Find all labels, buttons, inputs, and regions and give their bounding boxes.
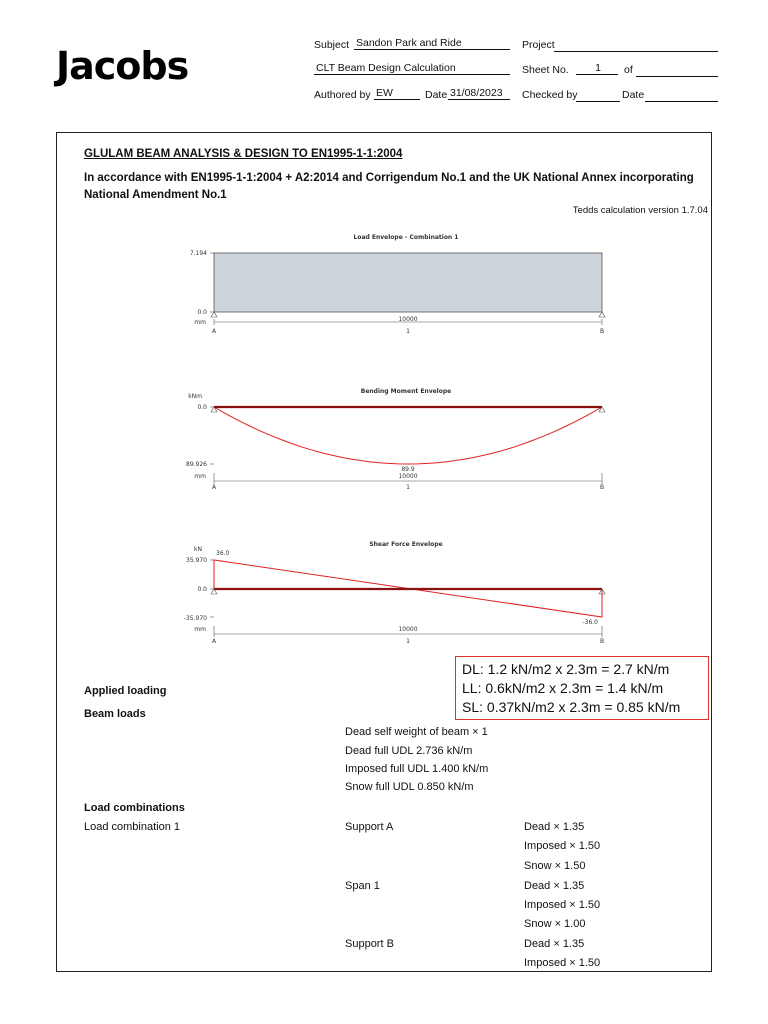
load-envelope-area <box>214 253 602 312</box>
factor-item: Snow × 1.00 <box>524 918 586 930</box>
factor-item: Dead × 1.35 <box>524 938 585 950</box>
date2-field <box>645 87 718 102</box>
load-support-b: B <box>599 328 605 335</box>
moment-support-a: A <box>211 484 217 491</box>
authored-label: Authored by <box>314 89 371 101</box>
shear-support-a: A <box>211 638 217 645</box>
jacobs-logo: Jacobs <box>56 44 189 88</box>
beam-load-item: Dead self weight of beam × 1 <box>345 726 488 738</box>
shear-span-label: 10000 <box>398 626 418 633</box>
sheet-label: Sheet No. <box>522 64 569 76</box>
load-chart-title: Load Envelope - Combination 1 <box>353 234 459 241</box>
shear-ybot-label: -35.970 <box>183 615 207 622</box>
note-sl: SL: 0.37kN/m2 x 2.3m = 0.85 kN/m <box>462 699 681 715</box>
load-support-a: A <box>211 328 217 335</box>
date-field: 31/08/2023 <box>448 87 510 100</box>
sheet-no-field: 1 <box>576 62 618 75</box>
factor-item: Imposed × 1.50 <box>524 957 601 969</box>
moment-ybot-label: 89.926 <box>186 461 207 468</box>
load-ytop-label: 7.194 <box>189 250 207 257</box>
shear-right-label: -36.0 <box>582 619 598 626</box>
note-dl: DL: 1.2 kN/m2 x 2.3m = 2.7 kN/m <box>462 661 670 677</box>
beam-load-item: Imposed full UDL 1.400 kN/m <box>345 763 489 775</box>
combination-name: Load combination 1 <box>84 821 181 833</box>
date-label: Date <box>425 89 448 101</box>
of-field <box>636 62 718 77</box>
moment-ytop-label: 0.0 <box>197 404 207 411</box>
moment-peak-label: 89.9 <box>401 466 415 473</box>
project-field <box>554 37 718 52</box>
moment-support-b: B <box>599 484 605 491</box>
authored-field: EW <box>374 87 420 100</box>
note-ll: LL: 0.6kN/m2 x 2.3m = 1.4 kN/m <box>462 680 664 696</box>
beam-load-item: Dead full UDL 2.736 kN/m <box>345 745 473 757</box>
load-combinations-heading: Load combinations <box>84 802 185 814</box>
date2-label: Date <box>622 89 645 101</box>
load-ybot-label: 0.0 <box>197 309 207 316</box>
factor-item: Imposed × 1.50 <box>524 899 601 911</box>
factor-item: Snow × 1.50 <box>524 860 586 872</box>
moment-chart-title: Bending Moment Envelope <box>360 388 452 395</box>
subject-label: Subject <box>314 39 350 51</box>
load-span-no: 1 <box>406 328 410 335</box>
doc-subtitle: In accordance with EN1995-1-1:2004 + A2:2014 and Corrigendum No.1 and the UK National Annex incorporating National Amendment No.1 <box>84 172 694 201</box>
span1-label: Span 1 <box>345 880 380 892</box>
factor-item: Dead × 1.35 <box>524 880 585 892</box>
calc-title-field: CLT Beam Design Calculation <box>314 62 510 75</box>
project-label: Project <box>522 39 555 51</box>
shear-unit-label: mm <box>194 626 206 633</box>
bending-moment-curve <box>214 407 602 464</box>
tedds-version: Tedds calculation version 1.7.04 <box>572 205 708 216</box>
support-a-label: Support A <box>345 821 394 833</box>
factor-item: Imposed × 1.50 <box>524 840 601 852</box>
shear-left-label: 36.0 <box>216 550 230 557</box>
support-b-label: Support B <box>345 938 394 950</box>
bending-moment-chart <box>160 382 630 492</box>
shear-force-chart <box>160 535 630 647</box>
moment-span-no: 1 <box>406 484 410 491</box>
shear-ytop-label: 35.970 <box>186 557 207 564</box>
shear-unit-top: kN <box>194 546 202 553</box>
moment-span-label: 10000 <box>398 473 418 480</box>
shear-support-b: B <box>599 638 605 645</box>
moment-unit-top: kNm <box>188 393 202 400</box>
factor-item: Dead × 1.35 <box>524 821 585 833</box>
beam-loads-heading: Beam loads <box>84 708 146 720</box>
of-label: of <box>624 64 633 76</box>
checked-label: Checked by <box>522 89 578 101</box>
checked-field <box>576 87 620 102</box>
applied-loading-heading: Applied loading <box>84 685 167 697</box>
doc-title: GLULAM BEAM ANALYSIS & DESIGN TO EN1995-1-1:2004 <box>84 148 403 160</box>
beam-load-item: Snow full UDL 0.850 kN/m <box>345 781 474 793</box>
shear-span-no: 1 <box>406 638 410 645</box>
load-span-label: 10000 <box>398 316 418 323</box>
load-envelope-chart <box>160 228 630 338</box>
subject-field: Sandon Park and Ride <box>354 37 510 50</box>
shear-yzero-label: 0.0 <box>197 586 207 593</box>
shear-chart-title: Shear Force Envelope <box>369 541 443 548</box>
moment-unit-label: mm <box>194 473 206 480</box>
load-unit-label: mm <box>194 319 206 326</box>
load-note-box <box>455 656 709 720</box>
